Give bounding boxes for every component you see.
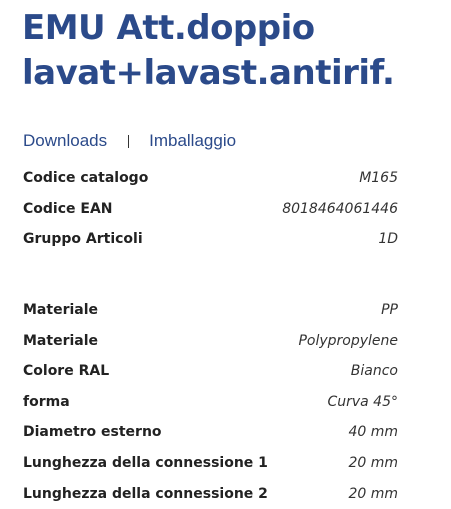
spec-value: M165 xyxy=(359,170,398,187)
spec-row-materiale xyxy=(23,295,398,326)
tab-divider xyxy=(128,135,129,148)
spec-label: Codice EAN xyxy=(23,200,113,217)
spec-label: Colore RAL xyxy=(23,363,110,380)
spec-value: Polypropylene xyxy=(298,332,398,349)
spec-row-gruppo-articoli xyxy=(23,224,398,255)
spec-row-lunghezza-connessione-2 xyxy=(23,478,398,509)
spec-row-lunghezza-connessione-1 xyxy=(23,448,398,479)
tab-downloads[interactable]: Downloads xyxy=(23,131,108,150)
spec-label: Lunghezza della connessione 2 xyxy=(23,485,268,502)
spec-label: Lunghezza della connessione 1 xyxy=(23,455,268,472)
spec-value: Curva 45° xyxy=(327,393,398,410)
spec-value: 20 mm xyxy=(348,455,398,472)
spec-row-codice-ean xyxy=(23,194,398,225)
spec-table xyxy=(23,163,398,509)
spec-value: 40 mm xyxy=(348,424,398,441)
spec-group-gap xyxy=(23,255,398,295)
spec-row-materiale-2 xyxy=(23,325,398,356)
spec-value: 1D xyxy=(378,231,398,248)
spec-row-diametro-esterno xyxy=(23,417,398,448)
spec-row-forma xyxy=(23,387,398,418)
spec-value: PP xyxy=(381,302,398,319)
spec-value: 8018464061446 xyxy=(282,200,398,217)
spec-label: Materiale xyxy=(23,332,99,349)
product-tabs xyxy=(23,130,236,152)
product-title: EMU Att.doppio lavat+lavast.antirif. xyxy=(22,8,395,93)
spec-label: Materiale xyxy=(23,302,99,319)
spec-label: Diametro esterno xyxy=(23,424,162,441)
spec-label: Codice catalogo xyxy=(23,170,149,187)
spec-label: Gruppo Articoli xyxy=(23,231,143,248)
spec-row-codice-catalogo xyxy=(23,163,398,194)
tab-imballaggio[interactable]: Imballaggio xyxy=(149,131,237,150)
spec-label: forma xyxy=(23,393,70,410)
spec-value: 20 mm xyxy=(348,485,398,502)
spec-row-colore-ral xyxy=(23,356,398,387)
spec-value: Bianco xyxy=(350,363,398,380)
